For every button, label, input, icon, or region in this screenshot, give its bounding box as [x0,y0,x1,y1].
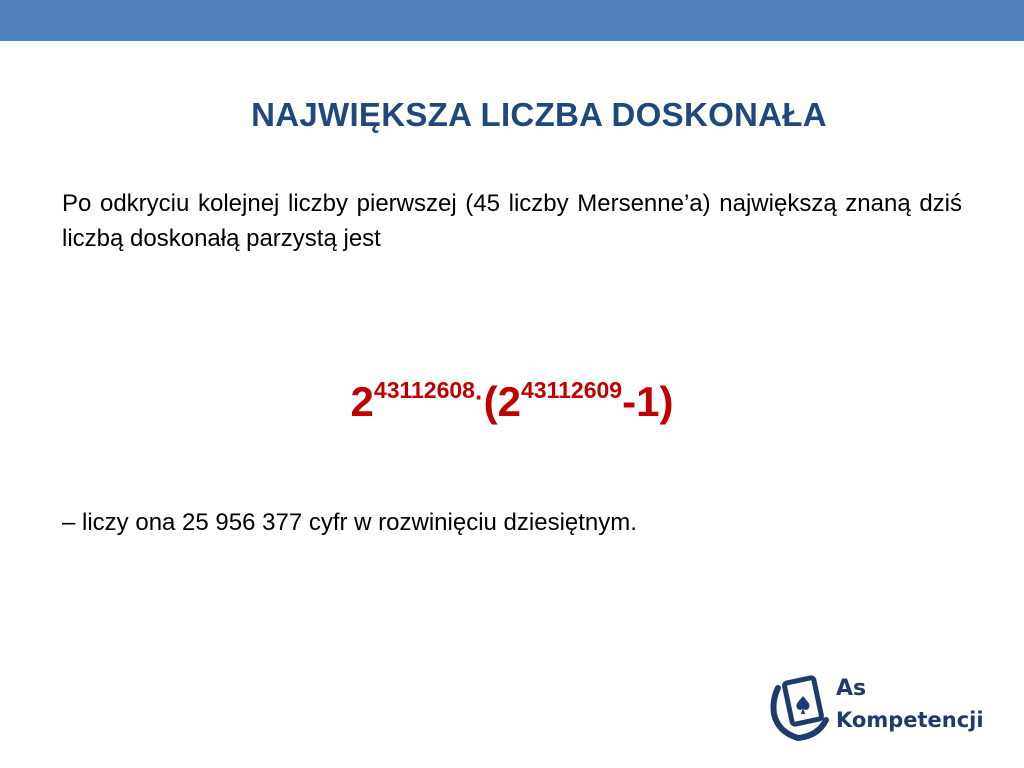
formula-exponent-1: 43112608 [373,377,475,403]
digits-note: – liczy ona 25 956 377 cyfr w rozwinięciu dziesiętnym. [62,509,637,536]
formula-minus-one: -1) [622,378,674,425]
logo-text-as: As [836,676,867,701]
formula-exponent-2: 43112609 [521,377,623,403]
as-kompetencji-logo [768,670,998,744]
logo-text-kompetencji: Kompetencji [836,708,984,732]
formula-multiply-dot: · [474,382,484,412]
formula-open-paren-base: (2 [483,378,522,425]
perfect-number-formula [0,372,1024,438]
body-paragraph: Po odkryciu kolejnej liczby pierwszej (45 liczby Mersenne’a) największą znaną dziś liczbą doskonałą parzystą jest [62,190,962,252]
logo-emblem-icon [768,670,834,744]
formula-base: 2 [350,378,374,425]
slide-title: NAJWIĘKSZA LICZBA DOSKONAŁA [251,96,827,133]
top-accent-bar [0,0,1024,41]
